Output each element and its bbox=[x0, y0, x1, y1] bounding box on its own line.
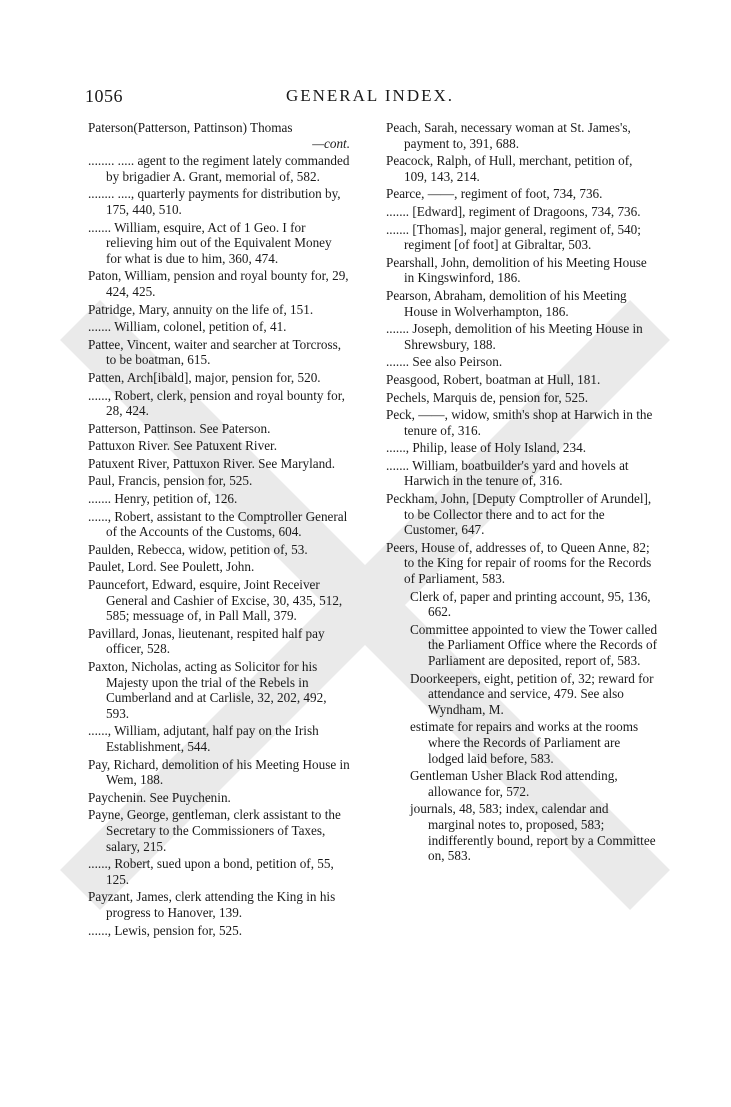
index-entry: Pattee, Vincent, waiter and searcher at Torcross, to be boatman, 615. bbox=[88, 336, 342, 368]
page-header bbox=[85, 86, 655, 110]
index-entry: ......, Lewis, pension for, 525. bbox=[88, 922, 243, 938]
index-entry: ....... William, esquire, Act of 1 Geo. I for relieving him out of the Equivalent Money for what is due to him, 360, 474. bbox=[88, 219, 332, 266]
index-entry: Patten, Arch[ibald], major, pension for, 520. bbox=[88, 369, 321, 385]
index-entry: Committee appointed to view the Tower called the Parliament Office where the Records of Parliament are deposited, report of, 583. bbox=[410, 621, 658, 668]
index-entry: ........ ..... agent to the regiment lately commanded by brigadier A. Grant, memorial of, 582. bbox=[88, 153, 350, 184]
index-entry: Doorkeepers, eight, petition of, 32; reward for attendance and service, 479. See also Wyndham, M. bbox=[410, 670, 654, 717]
right-column bbox=[386, 120, 658, 866]
index-entry: ....... William, boatbuilder's yard and hovels at Harwich in the tenure of, 316. bbox=[386, 457, 629, 489]
index-entry: ....... Joseph, demolition of his Meeting House in Shrewsbury, 188. bbox=[386, 321, 643, 352]
index-entry: Peers, House of, addresses of, to Queen Anne, 82; to the King for repair of rooms for the Records of Parliament, 583. bbox=[386, 539, 652, 587]
index-entry: Pavillard, Jonas, lieutenant, respited half pay officer, 528. bbox=[88, 625, 325, 657]
index-entry: Pearshall, John, demolition of his Meeting House in Kingswinford, 186. bbox=[386, 254, 647, 286]
index-entry: ....... William, colonel, petition of, 41. bbox=[88, 319, 287, 335]
index-entry: Peacock, Ralph, of Hull, merchant, petition of, 109, 143, 214. bbox=[386, 153, 633, 184]
index-entry: Patterson, Pattinson. See Paterson. bbox=[88, 420, 271, 436]
index-entry: ....... Henry, petition of, 126. bbox=[88, 491, 238, 507]
index-entry: ......, William, adjutant, half pay on the Irish Establishment, 544. bbox=[88, 723, 319, 754]
index-entry: ......, Robert, assistant to the Comptroller General of the Accounts of the Customs, 604. bbox=[88, 508, 348, 540]
index-entry: Pay, Richard, demolition of his Meeting House in Wem, 188. bbox=[88, 756, 350, 788]
index-entry: ......, Robert, clerk, pension and royal bounty for, 28, 424. bbox=[88, 387, 345, 419]
index-entry: Patuxent River, Pattuxon River. See Maryland. bbox=[88, 455, 336, 471]
index-entry: Paterson(Patterson, Pattinson) Thomas bbox=[88, 120, 293, 135]
index-entry: estimate for repairs and works at the rooms where the Records of Parliament are lodged laid before, 583. bbox=[410, 719, 639, 766]
index-entry: Paychenin. See Puychenin. bbox=[88, 789, 231, 805]
index-entry: Paulet, Lord. See Poulett, John. bbox=[88, 559, 255, 575]
index-entry: Peach, Sarah, necessary woman at St. James's, payment to, 391, 688. bbox=[386, 120, 631, 151]
index-entry: Peasgood, Robert, boatman at Hull, 181. bbox=[386, 371, 601, 387]
index-entry: Paxton, Nicholas, acting as Solicitor for his Majesty upon the trial of the Rebels in Cumberland and at Carlisle, 32, 202, 492, 593. bbox=[88, 659, 327, 721]
index-entry: Payne, George, gentleman, clerk assistant to the Secretary to the Commissioners of Taxes, salary, 215. bbox=[88, 807, 341, 854]
index-entry: Peckham, John, [Deputy Comptroller of Arundel], to be Collector there and to act for the Customer, 647. bbox=[386, 491, 652, 538]
index-entry: ......, Robert, sued upon a bond, petition of, 55, 125. bbox=[88, 856, 334, 887]
index-entry: Pauncefort, Edward, esquire, Joint Receiver General and Cashier of Excise, 30, 435, 512, 585; messuage of, in Pall Mall, 379. bbox=[88, 577, 343, 624]
index-entry: Pechels, Marquis de, pension for, 525. bbox=[386, 389, 589, 405]
index-entry: ....... [Thomas], major general, regiment of, 540; regiment [of foot] at Gibraltar, 503. bbox=[386, 221, 641, 253]
index-entry: Pearce, ——, regiment of foot, 734, 736. bbox=[386, 186, 603, 202]
index-entry: Pearson, Abraham, demolition of his Meeting House in Wolverhampton, 186. bbox=[386, 287, 627, 319]
index-entry: ......, Philip, lease of Holy Island, 234. bbox=[386, 440, 586, 456]
continuation-mark: —cont. bbox=[312, 135, 350, 151]
index-entry: ....... [Edward], regiment of Dragoons, 734, 736. bbox=[386, 203, 641, 219]
index-entry: Paulden, Rebecca, widow, petition of, 53. bbox=[88, 541, 308, 557]
index-entry: Patridge, Mary, annuity on the life of, 151. bbox=[88, 301, 314, 317]
index-entry: Paton, William, pension and royal bounty for, 29, 424, 425. bbox=[88, 268, 349, 299]
running-title: GENERAL INDEX. bbox=[285, 86, 455, 105]
index-entry: journals, 48, 583; index, calendar and marginal notes to, proposed, 583; indifferently bound, report by a Committee on, 583. bbox=[410, 801, 656, 864]
index-entry: Clerk of, paper and printing account, 95, 136, 662. bbox=[410, 588, 651, 620]
index-entry: Gentleman Usher Black Rod attending, allowance for, 572. bbox=[410, 768, 618, 799]
index-entry: Pattuxon River. See Patuxent River. bbox=[88, 438, 278, 454]
index-entry: ....... See also Peirson. bbox=[386, 354, 503, 370]
index-entry: Payzant, James, clerk attending the King in his progress to Hanover, 139. bbox=[88, 889, 336, 920]
index-entry: ........ ...., quarterly payments for distribution by, 175, 440, 510. bbox=[88, 186, 341, 217]
page-number: 1056 bbox=[85, 86, 123, 106]
index-entry: Paul, Francis, pension for, 525. bbox=[88, 473, 253, 489]
left-column bbox=[88, 120, 350, 940]
index-entry: Peck, ——, widow, smith's shop at Harwich in the tenure of, 316. bbox=[386, 407, 653, 438]
